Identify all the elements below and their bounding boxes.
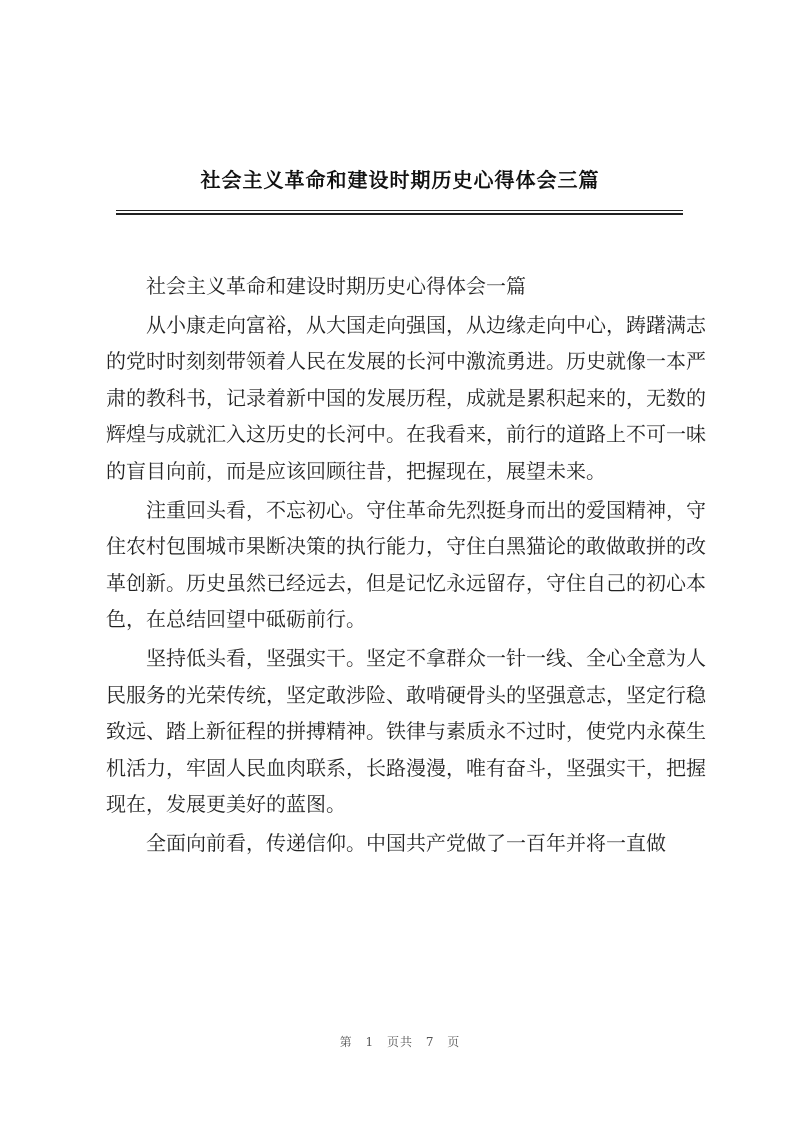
page-title: 社会主义革命和建设时期历史心得体会三篇 (200, 168, 600, 192)
paragraph: 全面向前看，传递信仰。中国共产党做了一百年并将一直做 (146, 830, 666, 855)
document-body (106, 268, 706, 864)
total-page-count: 7 (425, 1035, 435, 1049)
paragraph: 坚持低头看，坚强实干。坚定不拿群众一针一线、全心全意为人民服务的光荣传统，坚定敢涉险、敢啃硬骨头的坚强意志，坚定行稳致远、踏上新征程的拼搏精神。铁律与素质永不过时，使党内永葆生机活力，牢固人民血肉联系，长路漫漫，唯有奋斗，坚强实干，把握现在，发展更美好的蓝图。 (106, 645, 706, 817)
footer-middle: 页共 (386, 1035, 413, 1049)
page-number-footer (0, 1033, 800, 1050)
paragraph: 注重回头看，不忘初心。守住革命先烈挺身而出的爱国精神，守住农村包围城市果断决策的执行能力，守住白黑猫论的敢做敢拼的改革创新。历史虽然已经远去，但是记忆永远留存，守住自己的初心本色，在总结回望中砥砺前行。 (106, 497, 706, 632)
footer-prefix: 第 (339, 1035, 353, 1049)
paragraph: 从小康走向富裕，从大国走向强国，从边缘走向中心，踌躇满志的党时时刻刻带领着人民在发展的长河中激流勇进。历史就像一本严肃的教科书，记录着新中国的发展历程，成就是累积起来的，无数的辉煌与成就汇入这历史的长河中。在我看来，前行的道路上不可一味的盲目向前，而是应该回顾往昔，把握现在，展望未来。 (106, 312, 706, 483)
section-heading: 社会主义革命和建设时期历史心得体会一篇 (146, 274, 526, 298)
footer-suffix: 页 (447, 1035, 461, 1049)
current-page-number: 1 (365, 1035, 375, 1049)
title-divider (116, 210, 683, 215)
